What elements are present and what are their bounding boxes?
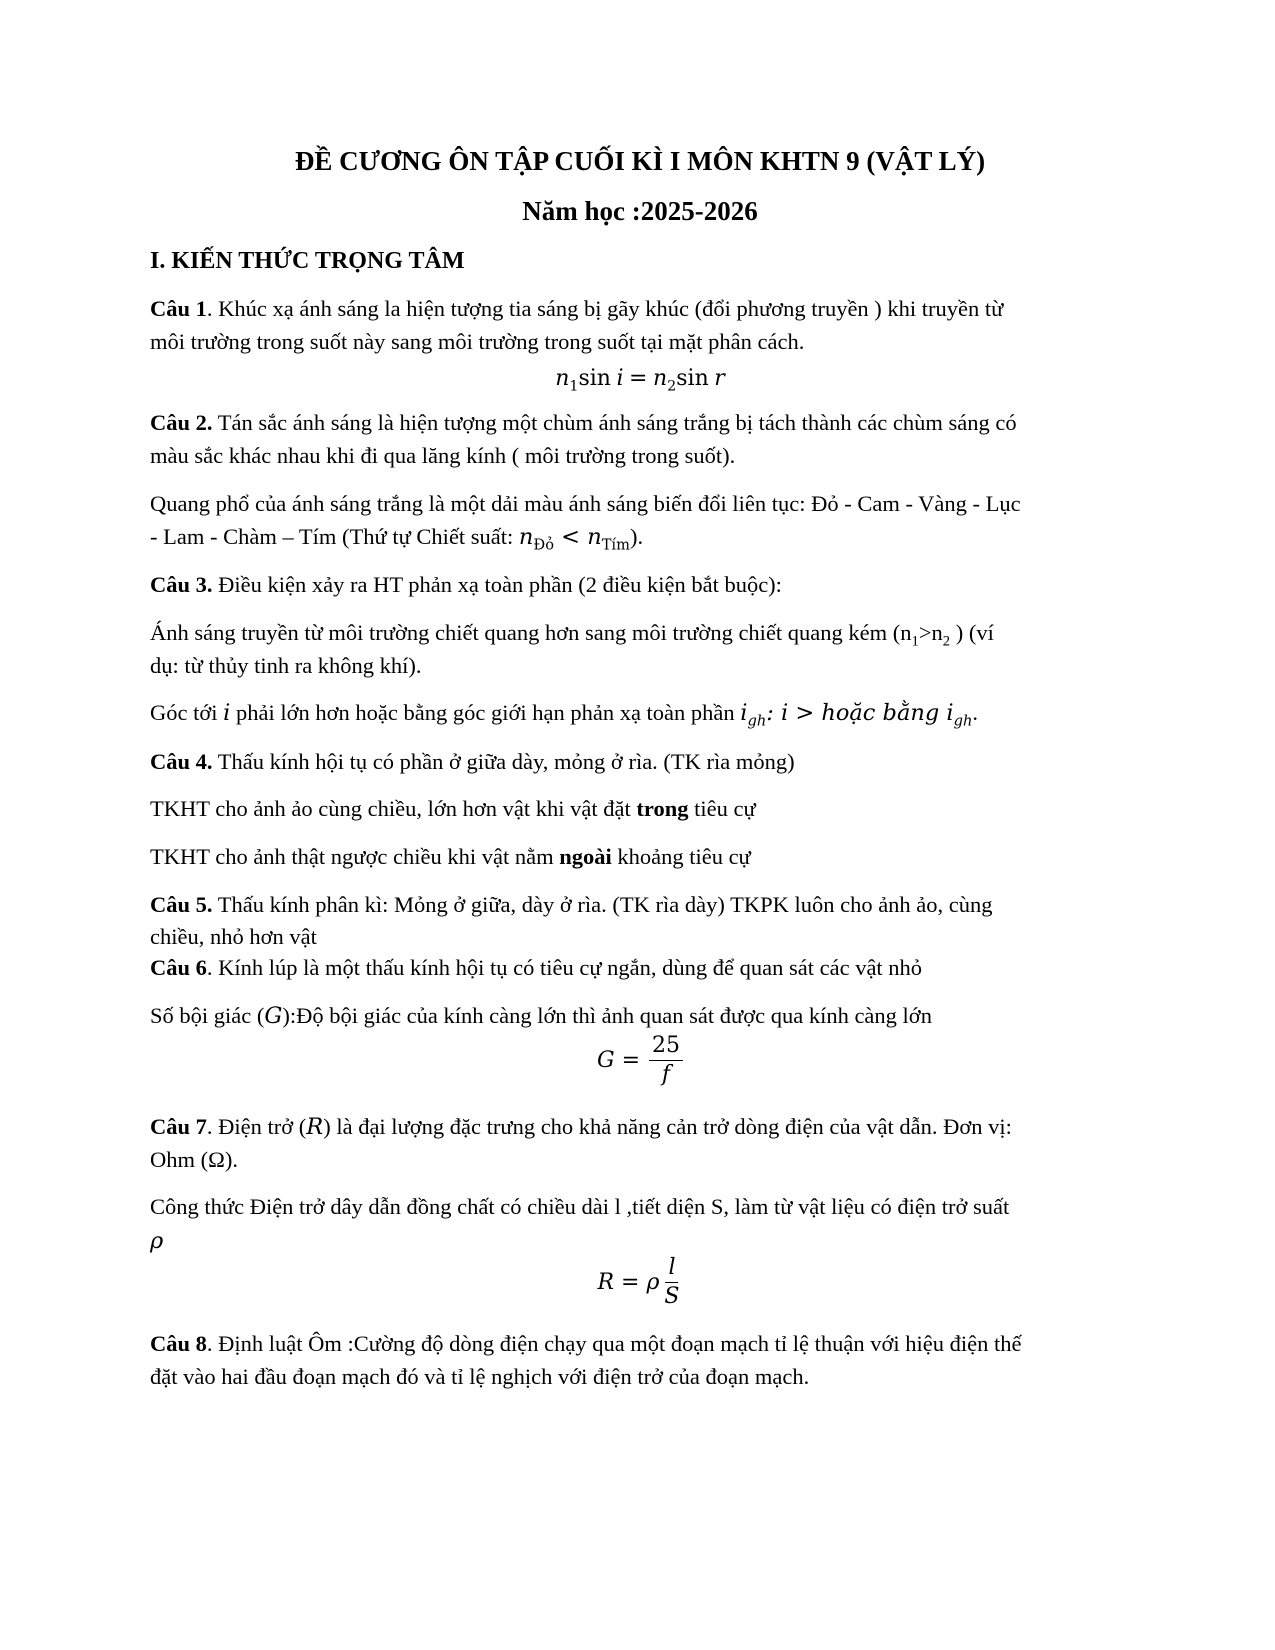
q4-line1: Câu 4. Thấu kính hội tụ có phần ở giữa dày, mỏng ở rìa. (TK rìa mỏng) — [150, 749, 795, 774]
q7-line2: Ohm (Ω). — [150, 1147, 238, 1172]
q7-formula: R = ρ $\frac{l}{S}$ — [597, 1255, 680, 1310]
q4-paragraph3: TKHT cho ảnh thật ngược chiều khi vật nằm ngoài khoảng tiêu cự — [150, 844, 751, 869]
q5-label: Câu 5. — [150, 892, 213, 917]
q8-line1: Câu 8. Định luật Ôm :Cường độ dòng điện chạy qua một đoạn mạch tỉ lệ thuận với hiệu điện thế — [150, 1331, 1022, 1356]
q7-line1: Câu 7. Điện trở (R) là đại lượng đặc trưng cho khả năng cản trở dòng điện của vật dẫn. Đơn vị: — [150, 1114, 1012, 1140]
q6-paragraph2: Số bội giác (G):Độ bội giác của kính càng lớn thì ảnh quan sát được qua kính càng lớn — [150, 1003, 932, 1029]
q5-line1: Câu 5. Thấu kính phân kì: Mỏng ở giữa, dày ở rìa. (TK rìa dày) TKPK luôn cho ảnh ảo, cùng — [150, 892, 993, 917]
q2-paragraph2-line1: Quang phổ của ánh sáng trắng là một dải màu ánh sáng biến đổi liên tục: Đỏ - Cam - Vàng - Lục — [150, 491, 1021, 516]
section-heading: I. KIẾN THỨC TRỌNG TÂM — [150, 248, 465, 274]
q1-label: Câu 1 — [150, 296, 207, 321]
q3-label: Câu 3. — [150, 572, 213, 597]
q7-label: Câu 7 — [150, 1114, 207, 1139]
document-subtitle: Năm học :2025-2026 — [522, 196, 758, 226]
q2-label: Câu 2. — [150, 410, 213, 435]
q1-line1: Câu 1. Khúc xạ ánh sáng la hiện tượng tia sáng bị gãy khúc (đổi phương truyền ) khi truyền từ — [150, 296, 1004, 321]
q3-paragraph2-line2: dụ: từ thủy tinh ra không khí). — [150, 653, 422, 678]
q1-formula: $n_1\sin$ $i = n_2\sin$ r — [555, 366, 725, 395]
document-title: ĐỀ CƯƠNG ÔN TẬP CUỐI KÌ I MÔN KHTN 9 (VẬT LÝ) — [294, 146, 986, 176]
q2-paragraph2-line2: - Lam - Chàm – Tím (Thứ tự Chiết suất: $n_{Đỏ} < n_{Tím}$). — [150, 524, 644, 554]
q3-line1: Câu 3. Điều kiện xảy ra HT phản xạ toàn phần (2 điều kiện bắt buộc): — [150, 572, 782, 597]
q4-label: Câu 4. — [150, 749, 213, 774]
q2-line2: màu sắc khác nhau khi đi qua lăng kính ( môi trường trong suốt). — [150, 443, 736, 468]
q6-line1: Câu 6. Kính lúp là một thấu kính hội tụ có tiêu cự ngắn, dùng để quan sát các vật nhỏ — [150, 955, 923, 980]
q3-paragraph3: Góc tới i phải lớn hơn hoặc bằng góc giới hạn phản xạ toàn phần $i_{gh}$: i > hoặc bằng $i_{gh}$. — [150, 700, 979, 730]
q2-line1: Câu 2. Tán sắc ánh sáng là hiện tượng một chùm ánh sáng trắng bị tách thành các chùm sáng có — [150, 410, 1017, 435]
q8-label: Câu 8 — [150, 1331, 207, 1356]
q6-formula: G = $\frac{25}{f}$ — [150, 1034, 1130, 1087]
q8-line2: đặt vào hai đầu đoạn mạch đó và tỉ lệ nghịch với điện trở của đoạn mạch. — [150, 1364, 810, 1389]
q3-paragraph2-line1: Ánh sáng truyền từ môi trường chiết quang hơn sang môi trường chiết quang kém ($n_1>n_2$ ) (ví — [150, 620, 994, 650]
q7-rho-symbol: ρ — [150, 1228, 164, 1254]
q6-label: Câu 6 — [150, 955, 207, 980]
q4-paragraph2: TKHT cho ảnh ảo cùng chiều, lớn hơn vật khi vật đặt trong tiêu cự — [150, 796, 756, 821]
q5-line2: chiều, nhỏ hơn vật — [150, 924, 317, 949]
q7-paragraph2-line1: Công thức Điện trở dây dẫn đồng chất có chiều dài l ,tiết diện S, làm từ vật liệu có điện trở suất — [150, 1194, 1010, 1219]
q1-line2: môi trường trong suốt này sang môi trường trong suốt tại mặt phân cách. — [150, 329, 805, 354]
